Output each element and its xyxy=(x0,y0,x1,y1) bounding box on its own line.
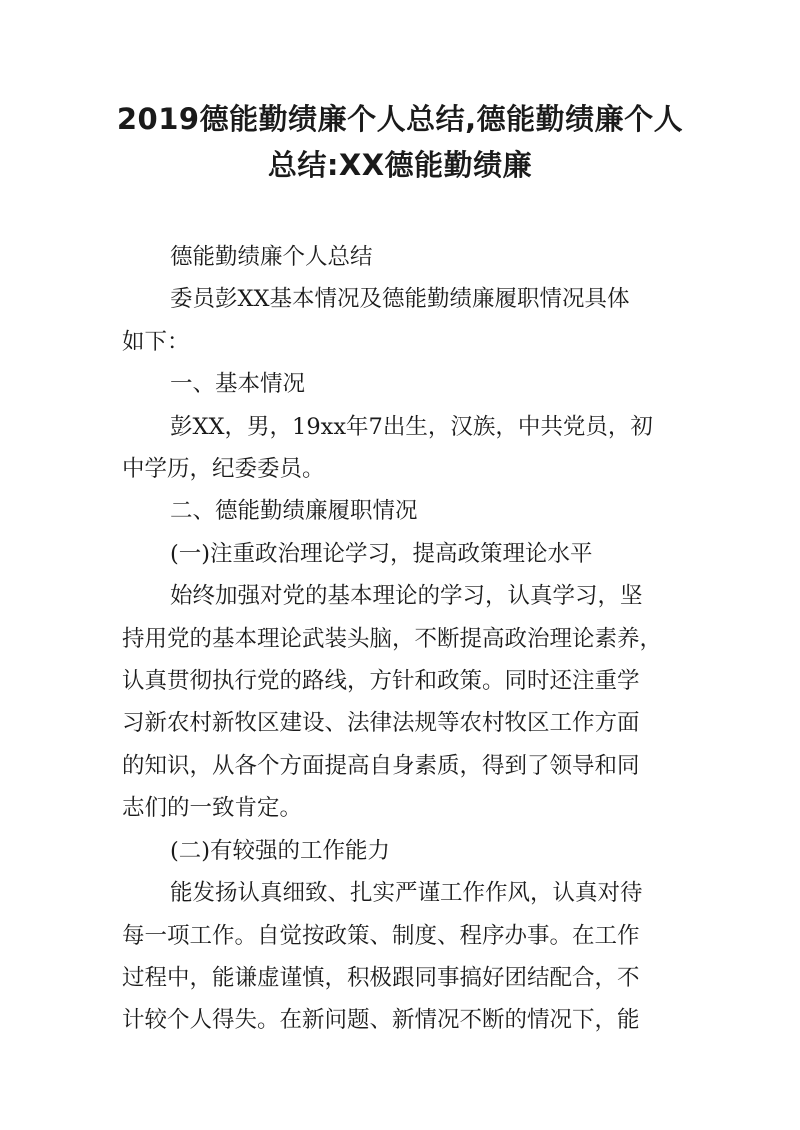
subsection-heading-2: (二)有较强的工作能力 xyxy=(170,837,391,864)
section-heading-performance: 二、德能勤绩廉履职情况 xyxy=(170,498,418,525)
paragraph-line: 能发扬认真细致、扎实严谨工作作风，认真对待 xyxy=(170,880,643,907)
paragraph-line: 认真贯彻执行党的路线，方针和政策。同时还注重学 xyxy=(122,668,640,695)
title-line-2: 总结:XX德能勤绩廉 xyxy=(267,148,533,182)
paragraph-line: 每一项工作。自觉按政策、制度、程序办事。在工作 xyxy=(122,922,640,949)
subsection-heading-1: (一)注重政治理论学习，提高政策理论水平 xyxy=(170,540,593,567)
paragraph-line: 的知识，从各个方面提高自身素质，得到了领导和同 xyxy=(122,752,640,779)
paragraph-line: 过程中，能谦虚谨慎，积极跟同事搞好团结配合，不 xyxy=(122,964,640,991)
paragraph-line: 彭XX，男，19xx年7出生，汉族，中共党员，初 xyxy=(170,413,653,440)
title-line-1: 2019德能勤绩廉个人总结,德能勤绩廉个人 xyxy=(116,102,684,136)
document-title xyxy=(100,96,700,188)
paragraph-line: 计较个人得失。在新问题、新情况不断的情况下，能 xyxy=(122,1007,640,1034)
paragraph-line: 持用党的基本理论武装头脑，不断提高政治理论素养， xyxy=(122,625,663,652)
paragraph-line: 中学历，纪委委员。 xyxy=(122,456,325,483)
paragraph-line: 志们的一致肯定。 xyxy=(122,795,303,822)
document-body xyxy=(122,236,682,1042)
paragraph-heading: 德能勤绩廉个人总结 xyxy=(170,244,373,270)
paragraph-line: 始终加强对党的基本理论的学习，认真学习，坚 xyxy=(170,583,643,610)
paragraph-line: 习新农村新牧区建设、法律法规等农村牧区工作方面 xyxy=(122,710,640,737)
section-heading-basic-info: 一、基本情况 xyxy=(170,371,306,398)
paragraph-line: 如下： xyxy=(122,328,190,355)
paragraph-line: 委员彭XX基本情况及德能勤绩廉履职情况具体 xyxy=(170,286,630,313)
